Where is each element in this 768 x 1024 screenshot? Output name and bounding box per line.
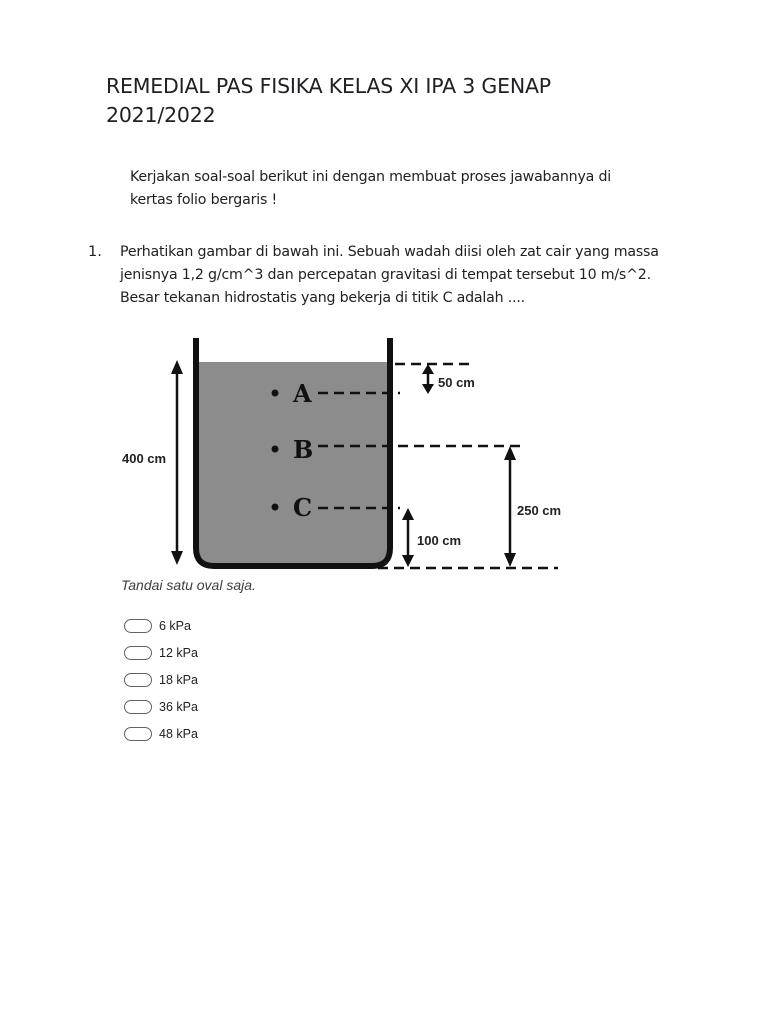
- point-c-dot: [272, 504, 279, 511]
- question-number: 1.: [88, 244, 102, 260]
- radio-oval[interactable]: [124, 619, 152, 633]
- hydrostatic-diagram: [110, 330, 580, 580]
- option-label: 6 kPa: [159, 618, 191, 633]
- height-b-arrow-top: [504, 446, 516, 460]
- depth-a-label: 50 cm: [438, 375, 475, 390]
- height-arrow-bottom: [171, 551, 183, 565]
- form-description: Kerjakan soal-soal berikut ini dengan membuat proses jawabannya di kertas folio bergaris !: [130, 169, 611, 208]
- option-label: 18 kPa: [159, 672, 198, 687]
- depth-a-arrow-top: [422, 364, 434, 374]
- option-label: 48 kPa: [159, 726, 198, 741]
- option-18-kpa[interactable]: [124, 666, 198, 693]
- answer-options: [124, 612, 198, 747]
- form-title: REMEDIAL PAS FISIKA KELAS XI IPA 3 GENAP 2021/2022: [106, 74, 551, 127]
- height-b-arrow-bottom: [504, 553, 516, 567]
- point-b-label: B: [293, 435, 314, 464]
- option-12-kpa[interactable]: [124, 639, 198, 666]
- container-figure: [110, 330, 580, 580]
- depth-a-arrow-bottom: [422, 384, 434, 394]
- height-c-arrow-top: [402, 508, 414, 520]
- radio-oval[interactable]: [124, 646, 152, 660]
- radio-oval[interactable]: [124, 700, 152, 714]
- height-c-arrow-bottom: [402, 555, 414, 567]
- height-arrow-top: [171, 360, 183, 374]
- height-b-label: 250 cm: [517, 503, 562, 518]
- answer-instruction: Tandai satu oval saja.: [121, 577, 256, 593]
- height-label: 400 cm: [122, 451, 167, 466]
- radio-oval[interactable]: [124, 673, 152, 687]
- question-text: Perhatikan gambar di bawah ini. Sebuah wadah diisi oleh zat cair yang massa jenisnya 1,2 g/cm^3 dan percepatan gravitasi di tempat tersebut 10 m/s^2. Besar tekanan hidrostatis yang bekerja di titik C adalah ....: [120, 244, 659, 306]
- option-label: 12 kPa: [159, 645, 198, 660]
- option-48-kpa[interactable]: [124, 720, 198, 747]
- point-b-dot: [272, 446, 279, 453]
- point-a-dot: [272, 390, 279, 397]
- point-c-label: C: [293, 493, 313, 522]
- point-a-label: A: [293, 379, 312, 408]
- height-c-label: 100 cm: [417, 533, 462, 548]
- option-36-kpa[interactable]: [124, 693, 198, 720]
- option-6-kpa[interactable]: [124, 612, 198, 639]
- option-label: 36 kPa: [159, 699, 198, 714]
- radio-oval[interactable]: [124, 727, 152, 741]
